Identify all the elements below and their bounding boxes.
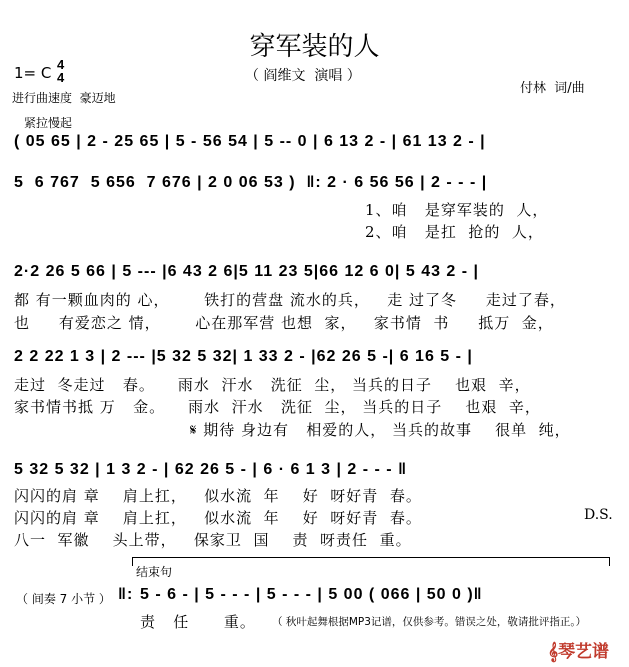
lyric-line: 八一 军徽 头上带， 保家卫 国 责 呀责任 重。 [14,531,412,549]
lyric-line: 2、咱 是扛 抢的 人， [365,223,544,241]
credits: 付林 词/曲 [520,81,585,96]
lyric-line: 闪闪的肩 章 肩上扛， 似水流 年 好 呀好青 春。 [14,509,422,527]
lyric-line-segno: 𝄋 期待 身边有 相爱的人， 当兵的故事 很单 纯， [190,421,571,439]
logo-text: 琴艺谱 [558,642,610,662]
time-bottom: 4 [57,70,65,85]
key-signature: 1= C [14,64,52,82]
lyric-line: 都 有一颗血肉的 心， 铁打的营盘 流水的兵， 走 过了冬 走过了春， [14,291,566,309]
staff-row-1: ( 05 65 | 2 - 25 65 | 5 - 56 54 | 5 -- 0 | 6 13 2 - | 61 13 2 - | [14,133,486,150]
time-top: 4 [57,57,65,72]
staff-row-2: 5 6 767 5 656 7 676 | 2 0 06 53 ) ‖: 2 · 6 56 56 | 2 - - - | [14,174,488,191]
lyric-line: 责 任 重。 [140,613,256,631]
ds-mark: D.S. [584,507,613,523]
watermark-logo [548,637,609,662]
staff-row-4: 2 2 22 1 3 | 2 --- |5 32 5 32| 1 33 2 - |62 26 5 -| 6 16 5 - | [14,348,473,365]
lyric-line: 走过 冬走过 春。 雨水 汗水 洗征 尘， 当兵的日子 也艰 辛， [14,376,531,394]
logo-icon: 𝄞 [548,642,559,662]
repeat-start: ‖: [118,586,134,603]
lyric-line: 也 有爱恋之 情， 心在那军营 也想 家， 家书情 书 抵万 金， [14,314,554,332]
lyric-line: 家书情书抵 万 金。 雨水 汗水 洗征 尘， 当兵的日子 也艰 辛， [14,398,541,416]
singer: （ 阎维文 演唱 ） [245,68,361,84]
song-title: 穿军装的人 [249,32,380,62]
interlude-label: （ 间奏 7 小节 ） [16,592,111,606]
staff-row-3: 2·2 26 5 66 | 5 --- |6 43 2 6|5 11 23 5|66 12 6 0| 5 43 2 - | [14,263,480,280]
time-signature [57,58,64,84]
staff-row-5: 5 32 5 32 | 1 3 2 - | 62 26 5 - | 6 · 6 1 3 | 2 - - - ‖ [14,461,408,478]
transcription-note: （ 秋叶起舞根据MP3记谱，仅供参考。错误之处，敬请批评指正。） [272,616,587,628]
lyric-line: 闪闪的肩 章 肩上扛， 似水流 年 好 呀好青 春。 [14,487,422,505]
staff-row-6: 5 - 6 - | 5 - - - | 5 - - - | 5 00 ( 066 | 50 0 )‖ [140,586,483,603]
tempo-marking: 进行曲速度 豪迈地 [12,91,116,105]
ending-label: 结束句 [136,565,173,579]
intro-marking: 紧拉慢起 [24,116,73,130]
ending-bracket [132,557,610,566]
lyric-line: 1、咱 是穿军装的 人， [365,201,549,219]
